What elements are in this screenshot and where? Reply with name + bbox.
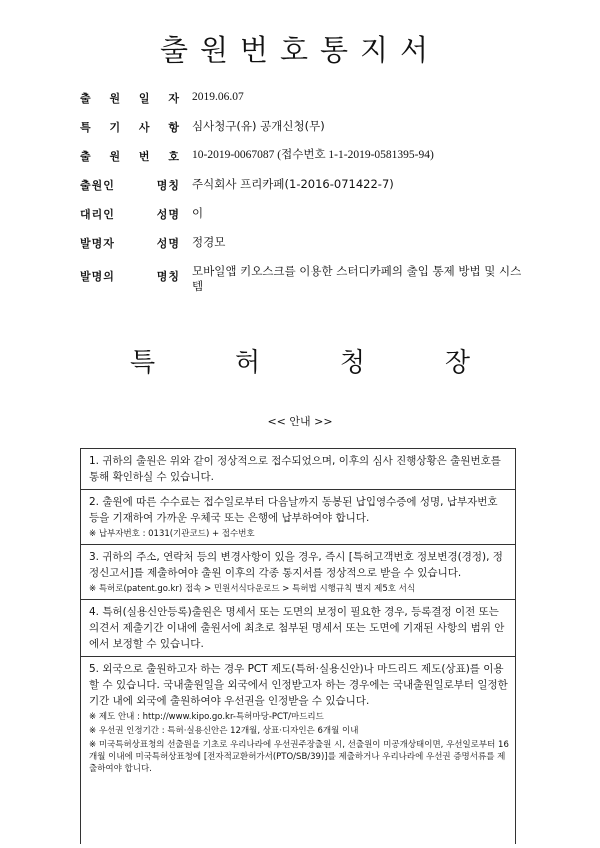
notice-heading: << 안내 >> <box>267 415 333 428</box>
notice-note: ※ 납부자번호 : 0131(기관코드) + 접수번호 <box>89 529 255 539</box>
notice-text: 4. 특허(실용신안등록)출원은 명세서 또는 도면의 보정이 필요한 경우, 등록결정 이전 또는 의견서 제출기간 이내에 출원서에 최초로 첨부된 명세서 또는 도면에 기재된 사항의 범위 안에서 보정할 수 있습니다. <box>89 606 505 650</box>
notice-item <box>81 545 515 600</box>
field-label: 특 기 사 항 <box>80 121 180 134</box>
field-label: 출 원 일 자 <box>80 92 180 105</box>
notice-text: 3. 귀하의 주소, 연락처 등의 변경사항이 있을 경우, 즉시 [특허고객번호 정보변경(경정), 정정신고서]를 제출하여야 출원 이후의 각종 통지서를 정상적으로 받을 수 있습니다. <box>89 551 503 579</box>
notice-item <box>81 657 515 779</box>
notice-text: 1. 귀하의 출원은 위와 같이 정상적으로 접수되었으며, 이후의 심사 진행상황은 출원번호를 통해 확인하실 수 있습니다. <box>89 455 501 483</box>
field-invention-title <box>80 264 530 294</box>
field-label: 출 원 번 호 <box>80 150 180 163</box>
notice-item <box>81 600 515 657</box>
notice-note: ※ 우선권 인정기간 : 특허·실용신안은 12개월, 상표·디자인은 6개월 이내 <box>89 726 359 736</box>
field-label: 대리인 성명 <box>80 208 180 221</box>
field-application-number <box>80 148 530 164</box>
office-char: 청 <box>339 348 366 378</box>
application-info <box>80 90 530 307</box>
field-label: 출원인 명칭 <box>80 179 180 192</box>
notice-item <box>81 490 515 545</box>
field-value: 2019.06.07 <box>192 91 244 103</box>
notice-note: ※ 특허로(patent.go.kr) 접속 > 민원서식다운로드 > 특허법 시행규칙 별지 제5호 서식 <box>89 584 416 594</box>
field-agent-name <box>80 206 530 222</box>
notice-text: 5. 외국으로 출원하고자 하는 경우 PCT 제도(특허·실용신안)나 마드리드 제도(상표)를 이용할 수 있습니다. 국내출원일을 외국에서 인정받고자 하는 경우에는 국내출원일로부터 일정한 기간 내에 외국에 출원하여야 우선권을 인정받을 수 있습니다. <box>89 663 508 707</box>
field-value: 모바일앱 키오스크를 이용한 스터디카페의 출입 통제 방법 및 시스템 <box>192 264 522 293</box>
field-value: 이 <box>192 206 204 220</box>
office-name <box>130 342 470 379</box>
field-label: 발명자 성명 <box>80 237 180 250</box>
notice-item <box>81 449 515 490</box>
office-char: 장 <box>444 348 470 378</box>
notice-text: 2. 출원에 따른 수수료는 접수일로부터 다음날까지 동봉된 납입영수증에 성명, 납부자번호 등을 기재하여 가까운 우체국 또는 은행에 납부하여야 합니다. <box>89 496 498 524</box>
field-value: 10-2019-0067087 (접수번호 1-1-2019-0581395-94) <box>192 149 434 161</box>
field-label: 발명의 명칭 <box>80 270 180 283</box>
document-title: 출원번호통지서 <box>159 33 441 67</box>
notice-box <box>80 448 516 844</box>
field-value: 심사청구(유) 공개신청(무) <box>192 119 325 133</box>
field-applicant-name <box>80 177 530 193</box>
field-inventor-name <box>80 235 530 251</box>
office-char: 특 <box>130 348 156 378</box>
field-value: 주식회사 프리카페(1-2016-071422-7) <box>192 177 394 191</box>
notice-note: ※ 미국특허상표청의 선출원을 기초로 우리나라에 우선권주장출원 시, 선출원이 미공개상태이면, 우선일로부터 16개월 이내에 미국특허상표청에 [전자적교환허가서(PTO/SB/39)]를 제출하거나 우리나라에 우선권 증명서류를 제출하여야 합니다. <box>89 740 509 774</box>
field-special-notes <box>80 119 530 135</box>
notice-note: ※ 제도 안내 : http://www.kipo.go.kr-특허마당-PCT/마드리드 <box>89 712 324 722</box>
office-char: 허 <box>234 348 261 378</box>
field-application-date <box>80 90 530 106</box>
field-value: 정경모 <box>192 235 226 249</box>
